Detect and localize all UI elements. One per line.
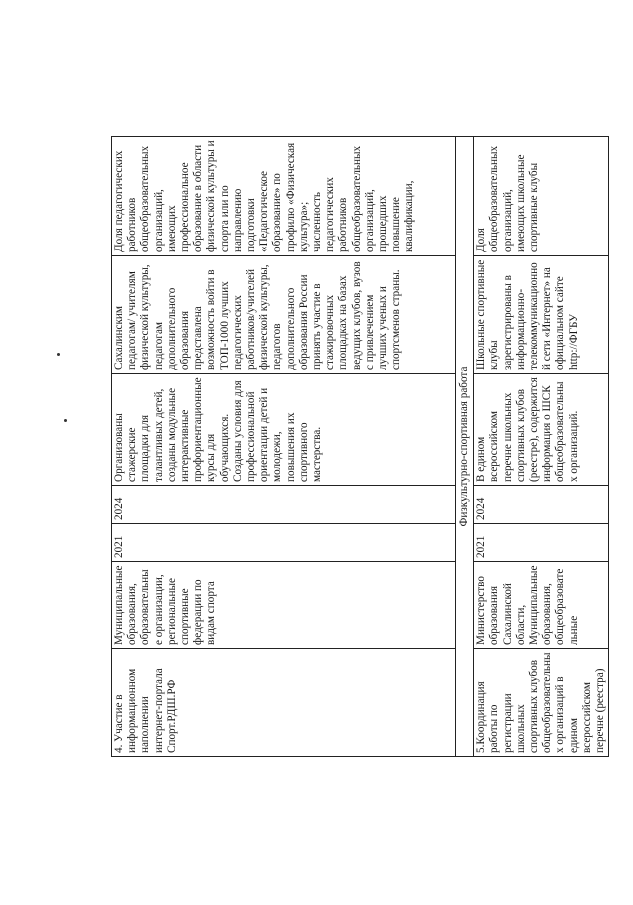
scan-speck	[57, 353, 60, 356]
result-cell: В едином всероссийском перечне школьных спортивных клубов (реестре), содержится информация о ШСК общеобразовательных организаций.	[474, 374, 609, 486]
start-year-cell: 2021	[474, 524, 609, 562]
event-cell: 4. Участие в информационном наполнении интернет-портала Спорт.РДШ.РФ	[112, 649, 456, 757]
event-cell: 5.Координация работы по регистрации школьных спортивных клубов общеобразовательных организаций в едином всероссийском перечне (реестра)	[474, 649, 609, 757]
effect-cell: Сахалинским педагогам/ учителям физической культуры, педагогам дополнительного образования представлена возможность войти в ТОП-1000 лучших педагогических работников/учителей физической культуры, педагогов дополнительного образования России принять участие в стажировочных площадках на базах ведущих клубов, вузов с привлечением лучших ученых и спортсменов страны.	[112, 256, 456, 374]
plan-table	[111, 136, 609, 757]
indicator-cell: Доля педагогических работников общеобразовательных организаций, имеющих профессиональное образование в области физической культуры и спорта или по направлению подготовки «Педагогическое образование» по профилю «Физическая культура»; численность педагогических работников общеобразовательных организаций, прошедших повышение квалификации,	[112, 137, 456, 256]
section-title: Физкультурно-спортивная работа	[456, 137, 474, 757]
start-year-cell: 2021	[112, 524, 456, 562]
end-year-cell: 2024	[474, 486, 609, 524]
executors-cell: Муниципальные образования, образовательные организации, региональные спортивные федерации по видам спорта	[112, 562, 456, 649]
indicator-cell: Доля общеобразовательных организаций, имеющих школьные спортивные клубы	[474, 137, 609, 256]
table-row	[112, 137, 456, 757]
rotated-table-page	[111, 137, 607, 757]
result-cell: Организованы стажерские площадки для талантливых детей, созданы модульные интерактивные профориентационные курсы для обучающихся. Созданы условия для профессиональной ориентации детей и молодежи, повышения их спортивного мастерства.	[112, 374, 456, 486]
effect-cell: Школьные спортивные клубы зарегистрированы в информационно-телекоммуникационной сети «Интернет» на официальном сайте http://ФГБУ	[474, 256, 609, 374]
end-year-cell: 2024	[112, 486, 456, 524]
table-row	[474, 137, 609, 757]
executors-cell: Министерство образования Сахалинской области, Муниципальные образования, общеобразовательные	[474, 562, 609, 649]
section-row	[456, 137, 474, 757]
scan-speck	[64, 419, 67, 422]
